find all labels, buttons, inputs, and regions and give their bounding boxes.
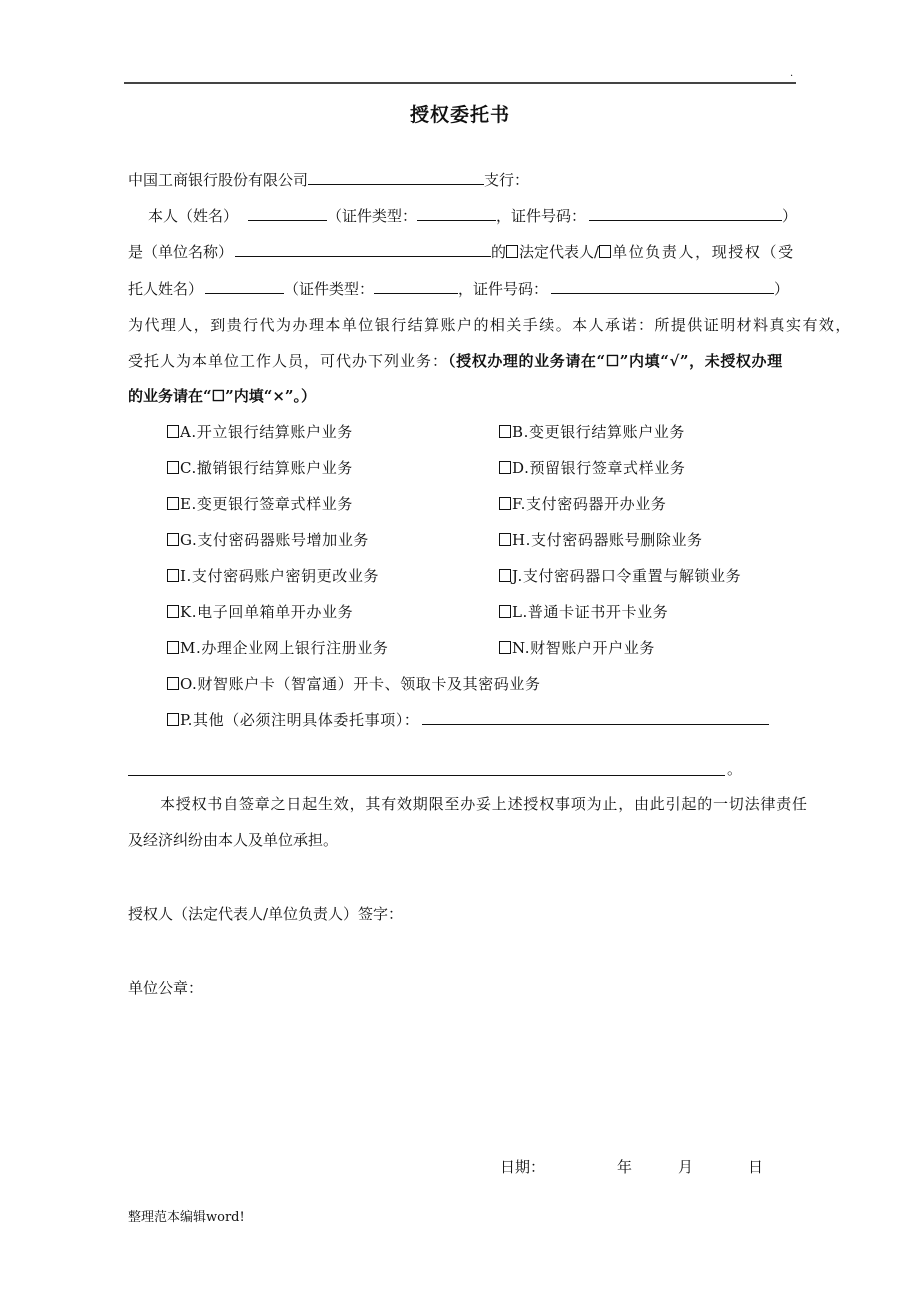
other-matters-blank-line[interactable]	[128, 775, 725, 776]
agent-id-number-label: ，证件号码：	[458, 280, 549, 298]
item-label: J.支付密码器口令重置与解锁业务	[512, 567, 742, 585]
item-label: K.电子回单箱单开办业务	[180, 603, 354, 621]
header-rule	[124, 82, 796, 84]
authorization-item	[167, 638, 389, 658]
unit-line	[128, 242, 795, 262]
validity-text-2: 及经济纠纷由本人及单位承担。	[128, 831, 339, 849]
commitment-line: 为代理人，到贵行代为办理本单位银行结算账户的相关手续。本人承诺：所提供证明材料真实有效，	[128, 316, 852, 334]
item-label: O.财智账户卡（智富通）开卡、领取卡及其密码业务	[180, 675, 541, 693]
item-checkbox[interactable]	[499, 605, 511, 618]
agent-id-type-label: （证件类型：	[284, 280, 375, 298]
name-label: 本人（姓名）	[148, 207, 239, 225]
authorization-item	[167, 530, 369, 550]
footer-text: 整理范本编辑word!	[128, 1210, 245, 1225]
authorization-item	[499, 422, 685, 442]
authorization-item	[499, 638, 655, 658]
legal-rep-checkbox[interactable]	[506, 245, 518, 258]
item-checkbox[interactable]	[499, 497, 511, 510]
seal-label: 单位公章：	[128, 979, 204, 997]
item-label: D.预留银行签章式样业务	[512, 459, 686, 477]
item-label: L.普通卡证书开卡业务	[512, 603, 669, 621]
item-label: M.办理企业网上银行注册业务	[180, 639, 389, 657]
bank-name: 中国工商银行股份有限公司	[128, 171, 309, 189]
document-title: 授权委托书	[409, 104, 510, 126]
legal-rep-label: 法定代表人/	[519, 243, 600, 261]
authorization-item	[167, 602, 353, 622]
item-label: E.变更银行签章式样业务	[180, 495, 353, 513]
date-day: 日	[748, 1158, 764, 1176]
unit-name-blank[interactable]	[235, 242, 491, 257]
bank-branch-line	[128, 170, 529, 190]
agent-id-type-blank[interactable]	[374, 279, 458, 294]
item-label: B.变更银行结算账户业务	[512, 423, 685, 441]
principal-name-blank[interactable]	[248, 206, 327, 221]
authorization-item	[167, 458, 353, 478]
authorization-item	[499, 530, 703, 550]
item-checkbox[interactable]	[167, 641, 179, 654]
principal-line	[148, 206, 797, 226]
other-matters-blank[interactable]	[422, 710, 769, 725]
instruction-text: 受托人为本单位工作人员，可代办下列业务：	[128, 352, 449, 370]
item-checkbox[interactable]	[167, 461, 179, 474]
authorization-item	[167, 422, 353, 442]
agent-name-blank[interactable]	[205, 279, 284, 294]
date-year: 年	[617, 1158, 633, 1176]
authorization-item	[499, 458, 685, 478]
authorization-item	[167, 710, 769, 730]
signature-label: 授权人（法定代表人/单位负责人）签字：	[128, 905, 404, 923]
authorization-item	[499, 494, 666, 514]
item-label: P.其他（必须注明具体委托事项）：	[180, 711, 420, 729]
item-checkbox[interactable]	[167, 569, 179, 582]
branch-blank[interactable]	[308, 170, 484, 185]
paren-close: ）	[774, 280, 790, 298]
principal-id-number-blank[interactable]	[589, 206, 782, 221]
instruction-line	[128, 351, 783, 371]
unit-head-checkbox[interactable]	[599, 245, 611, 258]
item-checkbox[interactable]	[499, 533, 511, 546]
period: 。	[727, 760, 743, 778]
instruction-bold: （授权办理的业务请在“☐”内填“√”，未授权办理	[448, 352, 783, 370]
validity-text-1: 本授权书自签章之日起生效，其有效期限至办妥上述授权事项为止，由此引起的一切法律责任	[160, 795, 808, 813]
unit-head-label: 单位负责人，现授权（受	[612, 243, 795, 261]
item-checkbox[interactable]	[167, 677, 179, 690]
item-label: H.支付密码器账号删除业务	[512, 531, 703, 549]
branch-suffix: 支行：	[484, 171, 530, 189]
of-text: 的	[491, 243, 507, 261]
item-checkbox[interactable]	[499, 461, 511, 474]
item-checkbox[interactable]	[499, 425, 511, 438]
paren-close: ）	[782, 207, 798, 225]
agent-name-label: 托人姓名）	[128, 280, 204, 298]
item-checkbox[interactable]	[167, 497, 179, 510]
id-type-label: （证件类型：	[327, 207, 418, 225]
item-label: C.撤销银行结算账户业务	[180, 459, 353, 477]
item-checkbox[interactable]	[167, 713, 179, 726]
item-checkbox[interactable]	[167, 425, 179, 438]
authorization-item	[499, 602, 668, 622]
item-label: F.支付密码器开办业务	[512, 495, 667, 513]
principal-id-type-blank[interactable]	[417, 206, 496, 221]
instruction-line-2: 的业务请在“☐”内填“×”。）	[128, 387, 317, 405]
item-checkbox[interactable]	[499, 641, 511, 654]
item-label: A.开立银行结算账户业务	[180, 423, 353, 441]
date-label: 日期：	[500, 1158, 546, 1176]
authorization-item	[499, 566, 741, 586]
item-checkbox[interactable]	[167, 533, 179, 546]
agent-id-number-blank[interactable]	[551, 279, 774, 294]
item-checkbox[interactable]	[167, 605, 179, 618]
authorization-item	[167, 494, 353, 514]
agent-line	[128, 279, 789, 299]
id-number-label: ，证件号码：	[496, 207, 587, 225]
item-label: I.支付密码账户密钥更改业务	[180, 567, 380, 585]
item-checkbox[interactable]	[499, 569, 511, 582]
header-mark: .	[790, 68, 794, 79]
unit-name-label: 是（单位名称）	[128, 243, 234, 261]
item-label: G.支付密码器账号增加业务	[180, 531, 370, 549]
item-label: N.财智账户开户业务	[512, 639, 655, 657]
authorization-item	[167, 674, 541, 694]
authorization-item	[167, 566, 379, 586]
date-month: 月	[678, 1158, 694, 1176]
